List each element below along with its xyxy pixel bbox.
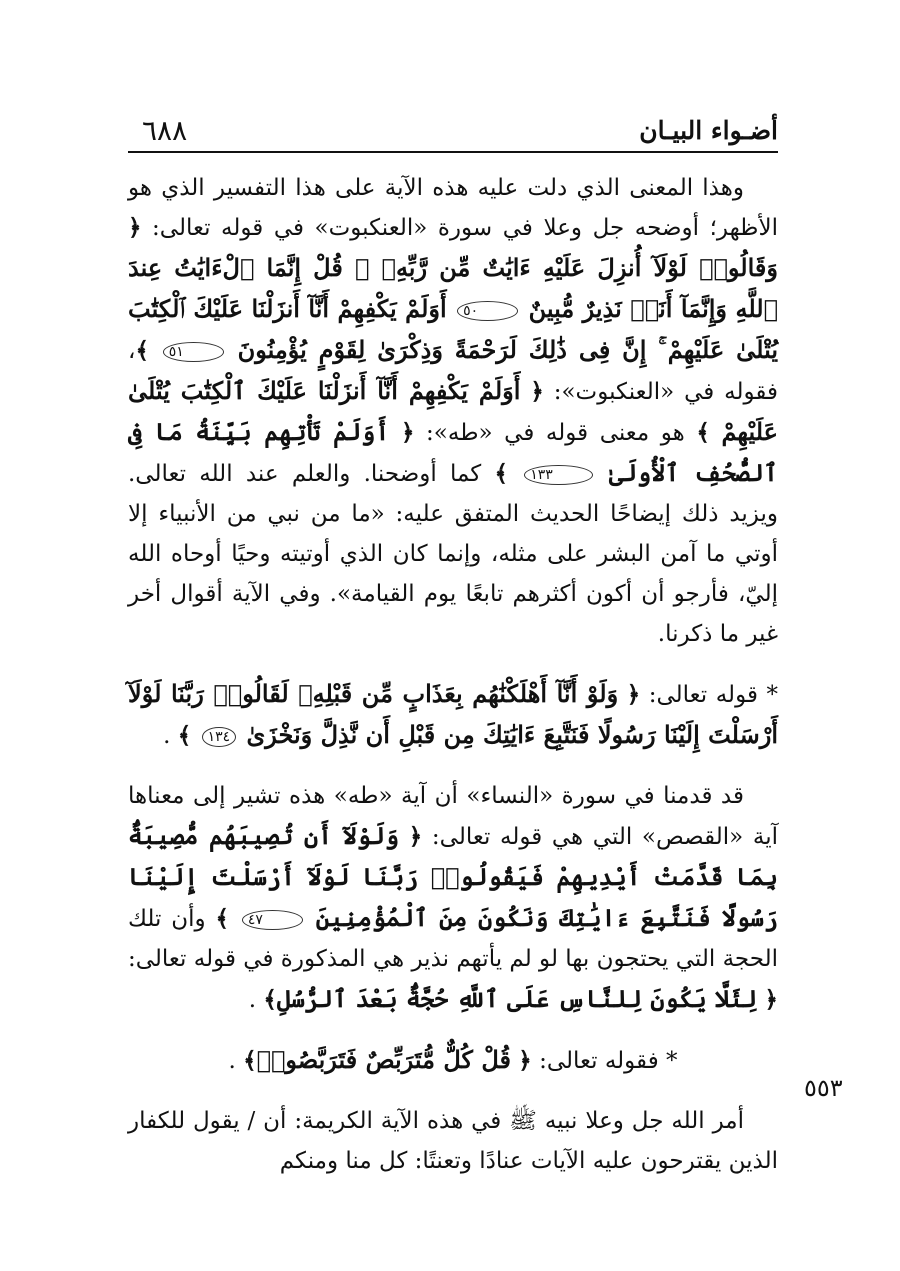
quran-brace-open: ﴿ (518, 1047, 532, 1074)
paragraph-taha-134-heading (128, 674, 778, 756)
quran-brace-open: ﴿ (408, 823, 423, 850)
quran-verse: وَلَوْ أَنَّآ أَهْلَكْنَٰهُم بِعَذَابٍ مِّن قَبْلِهِۦ لَقَالُوا۟ رَبَّنَا لَوْلَآ أَرْسَلْتَ إِلَيْنَا رَسُولًا فَنَتَّبِعَ ءَايَٰتِكَ مِن قَبْلِ أَن نَّذِلَّ وَنَخْزَىٰ (128, 679, 778, 749)
quran-verse: لِئَلَّا يَكُونَ لِلنَّاسِ عَلَى ٱللَّهِ حُجَّةٌۢ بَعْدَ ٱلرُّسُلِ (276, 984, 758, 1013)
quran-brace-open: ﴿ (128, 214, 142, 241)
quran-verse: قُلْ كُلٌّ مُّتَرَبِّصٌ فَتَرَبَّصُوا۟ (256, 1045, 511, 1074)
verse-number: ١٣٣ (524, 465, 593, 485)
text-span: كما أوضحنا. والعلم عند الله تعالى. ويزيد ذلك إيضاحًا الحديث المتفق عليه: «ما من نبي من الأنبياء إلا أوتي ما آمن البشر على مثله، وإنما كان الذي أوتيته وحيًا أوحاه الله إليّ، فأرجو أن أكون أكثرهم تابعًا يوم القيامة». وفي الآية أقوال أخر غير ما ذكرنا. (128, 461, 778, 647)
text-span: * قوله تعالى: (640, 682, 778, 708)
paragraph-ankabut-explanation (128, 168, 778, 654)
page-number: ٦٨٨ (142, 114, 188, 147)
paragraph-qasas-reference (128, 776, 778, 1020)
quran-brace-close: ﴾ (243, 1047, 257, 1074)
quran-brace-close: ﴾ (263, 986, 277, 1013)
quran-brace-close: ﴾ (215, 905, 229, 932)
margin-page-reference: ٥٥٣ (804, 1074, 843, 1102)
text-span: * فقوله تعالى: (531, 1048, 678, 1074)
text-span: . (163, 723, 171, 749)
quran-brace-open: ﴿ (530, 378, 544, 405)
quran-brace-close: ﴾ (494, 460, 508, 487)
text-span: . (248, 987, 257, 1013)
verse-number: ١٣٤ (202, 727, 237, 747)
body-text (128, 168, 778, 1181)
quran-verse: أَوَلَمْ يَكْفِهِمْ أَنَّآ أَنزَلْنَا عَلَيْكَ ٱلْكِتَٰبَ يُتْلَىٰ عَلَيْهِمْ (128, 376, 778, 446)
text-span: هو معنى قوله في «طه»: (414, 420, 697, 446)
paragraph-command-explanation (128, 1101, 778, 1181)
running-title: أضـواء البيـان (639, 116, 778, 145)
quran-brace-open: ﴿ (626, 681, 641, 708)
text-span: أمر الله جل وعلا نبيه ﷺ في هذه الآية الكريمة: أن / يقول للكفار الذين يقترحون عليه الآيات عنادًا وتعنتًا: كل منا ومنكم (128, 1108, 778, 1174)
text-span: قد قدمنا في سورة «النساء» أن آية «طه» هذه تشير إلى معناها آية «القصص» التي هي قوله تعالى: (128, 783, 778, 850)
quran-brace-open: ﴿ (764, 986, 778, 1013)
quran-verse: وَلَوْلَآ أَن تُصِيبَهُم مُّصِيبَةٌۢ بِمَا قَدَّمَتْ أَيْدِيهِمْ فَيَقُولُوا۟ رَبَّنَا لَوْلَآ أَرْسَلْتَ إِلَيْنَا رَسُولًا فَنَتَّبِعَ ءَايَٰتِكَ وَنَكُونَ مِنَ ٱلْمُؤْمِنِينَ (128, 821, 779, 932)
text-span: وهذا المعنى الذي دلت عليه هذه الآية على هذا التفسير الذي هو الأظهر؛ أوضحه جل وعلا في سورة «العنكبوت» في قوله تعالى: (128, 175, 778, 241)
quran-verse: أَوَلَمْ يَكْفِهِمْ أَنَّآ أَنزَلْنَا عَلَيْكَ ٱلْكِتَٰبَ يُتْلَىٰ عَلَيْهِمْ ۚ إِنَّ فِى ذَٰلِكَ لَرَحْمَةً وَذِكْرَىٰ لِقَوْمٍ يُؤْمِنُونَ (128, 294, 779, 364)
quran-brace-open: ﴿ (401, 419, 415, 446)
text-span: وأن تلك الحجة التي يحتجون بها لو لم يأتهم نذير هي المذكورة في قوله تعالى: (128, 906, 778, 972)
verse-number: ٥١ (163, 342, 224, 362)
header-rule (128, 151, 778, 153)
text-span: ، فقوله في «العنكبوت»: (128, 338, 779, 405)
running-header (128, 112, 778, 152)
text-span: . (228, 1048, 236, 1074)
quran-brace-close: ﴾ (135, 337, 149, 364)
paragraph-taha-135-heading (128, 1040, 778, 1081)
verse-number: ٥٠ (457, 301, 518, 321)
verse-number: ٤٧ (242, 910, 303, 930)
quran-verse: أَوَلَمْ تَأْتِهِم بَيِّنَةُ مَا فِى ٱلصُّحُفِ ٱلْأُولَىٰ (128, 417, 778, 487)
quran-brace-close: ﴾ (696, 419, 710, 446)
quran-brace-close: ﴾ (177, 722, 192, 749)
quran-verse: وَقَالُوا۟ لَوْلَآ أُنزِلَ عَلَيْهِ ءَايَٰتٌ مِّن رَّبِّهِۦ ۖ قُلْ إِنَّمَا ٱلْءَايَٰتُ عِندَ ٱللَّهِ وَإِنَّمَآ أَنَا۠ نَذِيرٌ مُّبِينٌ (128, 253, 779, 323)
